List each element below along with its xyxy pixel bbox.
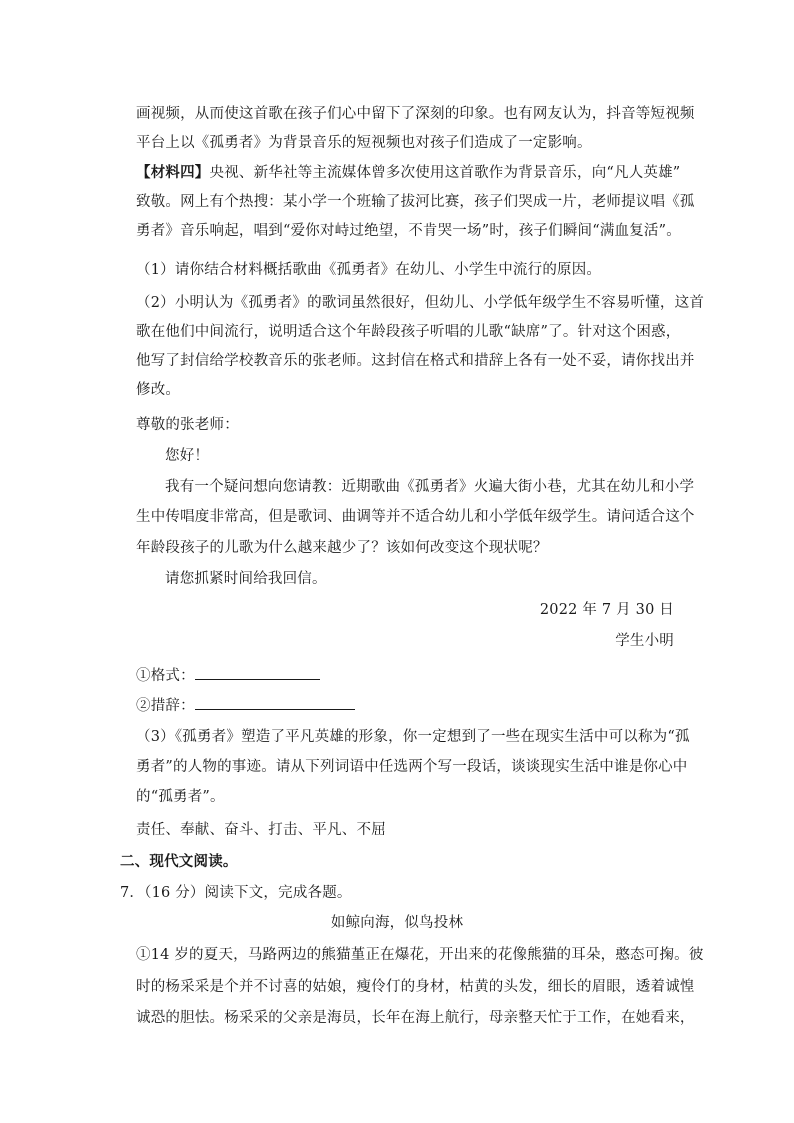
question-2-line-4: 修改。 — [136, 382, 181, 398]
letter-body-line-2: 生中传唱度非常高，但是歌词、曲调等并不适合幼儿和小学低年级学生。请问适合这个 — [136, 509, 695, 525]
letter-body-line-1: 我有一个疑问想向您请教：近期歌曲《孤勇者》火遍大街小巷，尤其在幼儿和小学 — [165, 479, 695, 495]
material3-line-1: 画视频，从而使这首歌在孩子们心中留下了深刻的印象。也有网友认为，抖音等短视频 — [136, 106, 695, 122]
letter-date: 2022 年 7 月 30 日 — [539, 602, 674, 618]
material4-line-2: 致敬。网上有个热搜：某小学一个班输了拔河比赛，孩子们哭成一片，老师提议唱《孤 — [136, 194, 695, 210]
article-para1-line-1: ①14 岁的夏天，马路两边的熊猫堇正在爆花，开出来的花像熊猫的耳朵，憨态可掬。彼 — [136, 947, 704, 963]
letter-salutation: 尊敬的张老师： — [136, 417, 239, 433]
wording-answer-blank[interactable] — [195, 695, 355, 710]
section-heading: 二、现代文阅读。 — [120, 853, 238, 870]
letter-body-line-3: 年龄段孩子的儿歌为什么越来越少了？该如何改变这个现状呢？ — [136, 540, 548, 556]
material4-line-1 — [136, 163, 680, 183]
wording-label: ②措辞： — [136, 698, 195, 714]
article-title: 如鲸向海，似鸟投林 — [330, 915, 464, 931]
question-3-line-2: 勇者”的人物的事迹。请从下列词语中任选两个写一段话，谈谈现实生活中谁是你心中 — [136, 759, 688, 775]
question-3-line-1: （3）《孤勇者》塑造了平凡英雄的形象，你一定想到了一些在现实生活中可以称为“孤 — [136, 729, 690, 745]
article-para1-line-3: 诚恐的胆怯。杨采采的父亲是海员，长年在海上航行，母亲整天忙于工作，在她看来， — [136, 1010, 695, 1026]
format-answer-blank[interactable] — [195, 665, 320, 680]
wording-answer-row — [136, 695, 355, 716]
question-1: （1）请你结合材料概括歌曲《孤勇者》在幼儿、小学生中流行的原因。 — [136, 262, 602, 278]
material4-line-3: 勇者》音乐响起，唱到“爱你对峙过绝望，不肯哭一场”时，孩子们瞬间“满血复活”。 — [136, 223, 681, 239]
format-answer-row — [136, 665, 320, 686]
material3-line-2: 平台上以《孤勇者》为背景音乐的短视频也对孩子们造成了一定影响。 — [136, 135, 592, 151]
question-3-line-3: 的“孤勇者”。 — [136, 789, 225, 805]
letter-signature: 学生小明 — [615, 633, 674, 649]
question-2-line-1: （2）小明认为《孤勇者》的歌词虽然很好，但幼儿、小学低年级学生不容易听懂，这首 — [136, 295, 705, 311]
question-7: 7．（16 分）阅读下文，完成各题。 — [120, 885, 352, 901]
question-2-line-3: 他写了封信给学校教音乐的张老师。这封信在格式和措辞上各有一处不妥，请你找出并 — [136, 353, 695, 369]
letter-greeting: 您好！ — [165, 448, 210, 464]
article-para1-line-2: 时的杨采采是个并不讨喜的姑娘，瘦伶仃的身材，枯黄的头发，细长的眉眼，透着诚惶 — [136, 979, 695, 995]
material4-label: 【材料四】 — [136, 164, 210, 181]
material4-text-1: 央视、新华社等主流媒体曾多次使用这首歌作为背景音乐，向“凡人英雄” — [209, 165, 681, 181]
question-2-line-2: 歌在他们中间流行，说明适合这个年龄段孩子听唱的儿歌“缺席”了。针对这个困惑， — [136, 324, 681, 340]
format-label: ①格式： — [136, 668, 195, 684]
letter-closing: 请您抓紧时间给我回信。 — [165, 571, 327, 587]
keywords: 责任、奉献、奋斗、打击、平凡、不屈 — [136, 822, 386, 838]
